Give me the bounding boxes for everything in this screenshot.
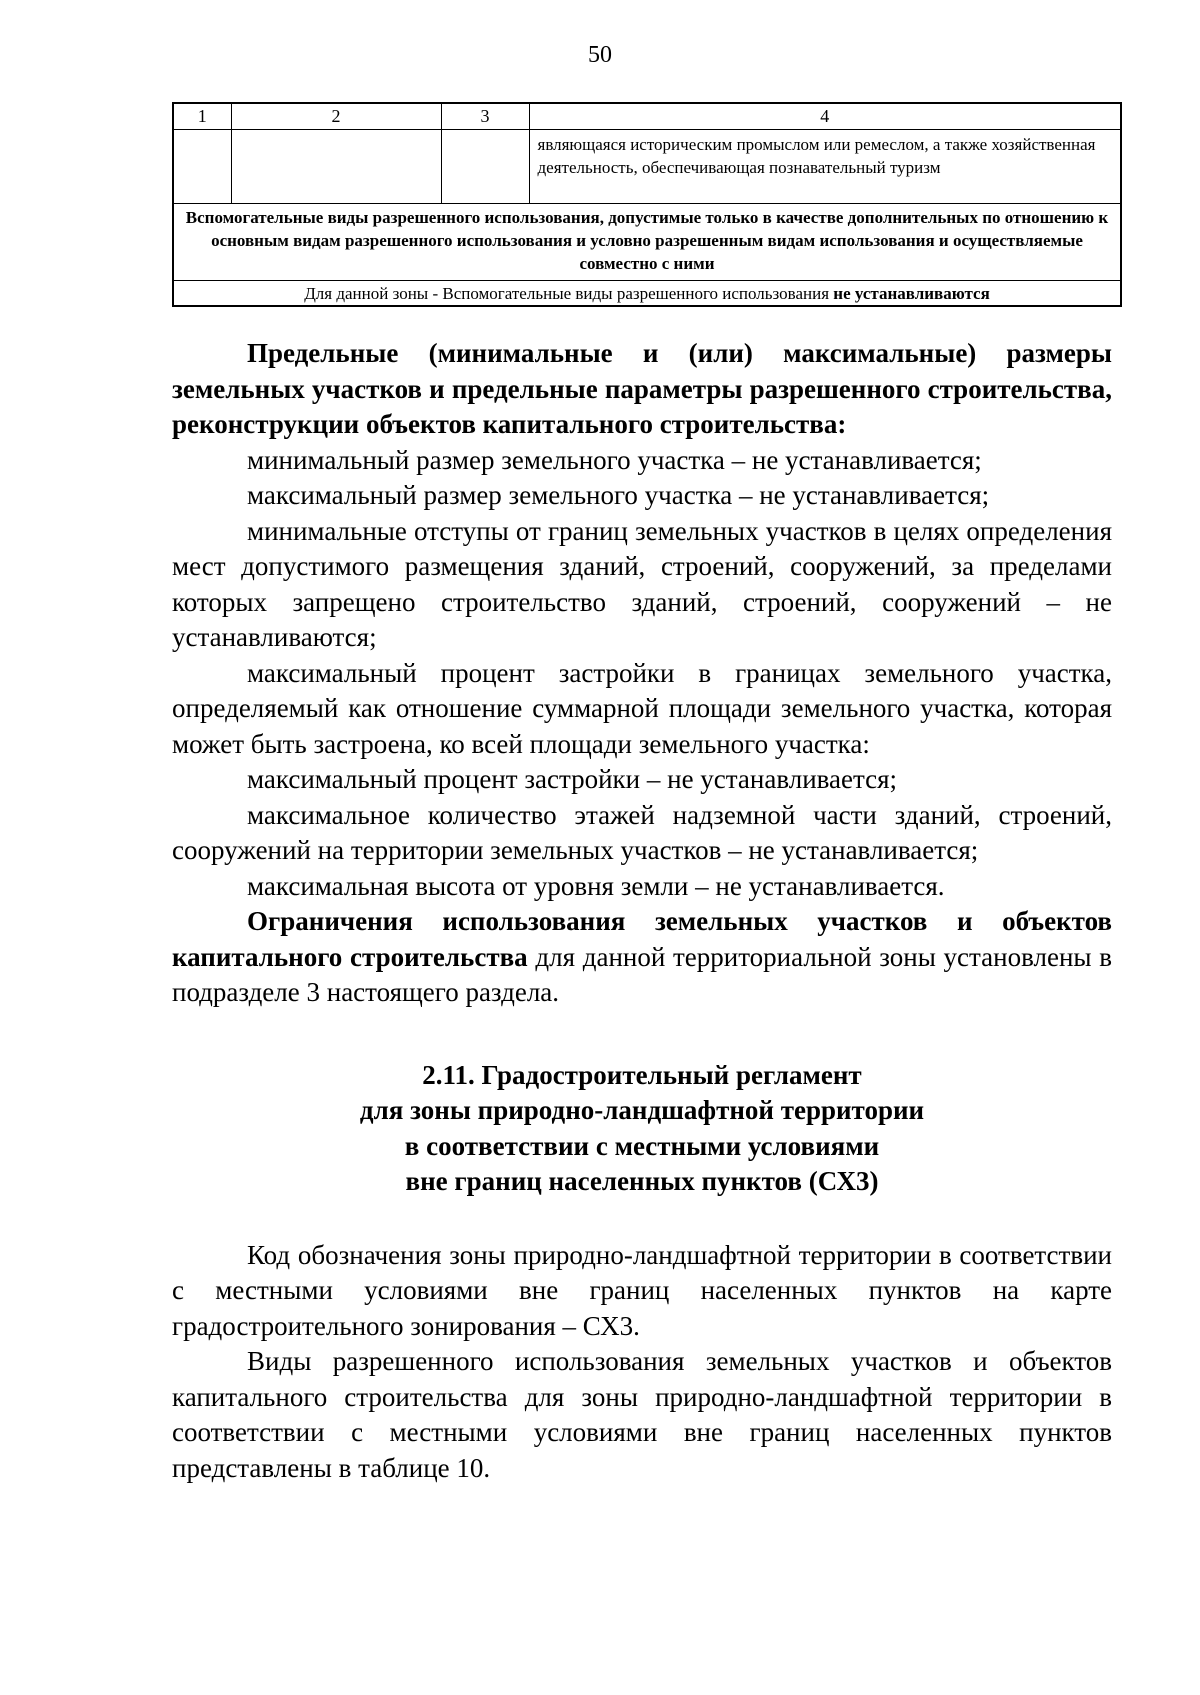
limit-item: максимальный размер земельного участка – не устанавливается; bbox=[247, 480, 990, 510]
limit-item: максимальный процент застройки – не устанавливается; bbox=[247, 764, 898, 794]
table-header-row bbox=[173, 103, 1121, 130]
auxiliary-none-prefix: Для данной зоны - Вспомогательные виды разрешенного использования bbox=[304, 284, 830, 303]
table-cell bbox=[231, 130, 441, 204]
table-cell bbox=[173, 130, 231, 204]
permitted-uses-paragraph: Виды разрешенного использования земельных участков и объектов капитального строительства для зоны природно-ландшафтной территории в соответствии с местными условиями вне границ населенных пунктов представлены в таблице 10. bbox=[172, 1346, 1112, 1483]
restrictions-text: для данной территориальной зоны установлены в подразделе 3 настоящего раздела. bbox=[172, 941, 1112, 1007]
auxiliary-none-bold: не устанавливаются bbox=[833, 284, 990, 303]
table-row-auxiliary-none bbox=[173, 281, 1121, 307]
restrictions-paragraph bbox=[172, 904, 1112, 1011]
zone-code-paragraph: Код обозначения зоны природно-ландшафтной территории в соответствии с местными условиями вне границ населенных пунктов на карте градостроительного зонирования – СХ3. bbox=[172, 1239, 1112, 1341]
table-cell-description: являющаяся историческим промыслом или ремеслом, а также хозяйственная деятельность, обеспечивающая познавательный туризм bbox=[529, 130, 1121, 204]
restrictions-bold: Ограничения использования земельных участков и объектов капитального строительства bbox=[172, 906, 1112, 972]
regulation-table bbox=[172, 102, 1122, 307]
section-title-line: вне границ населенных пунктов (СХ3) bbox=[405, 1166, 879, 1196]
auxiliary-uses-none bbox=[173, 281, 1121, 307]
section-title-line: в соответствии с местными условиями bbox=[404, 1130, 880, 1161]
section-title-line: 2.11. Градостроительный регламент bbox=[422, 1059, 862, 1090]
table-row bbox=[173, 130, 1121, 204]
limit-item: максимальное количество этажей надземной части зданий, строений, сооружений на территории земельных участков – не устанавливается; bbox=[172, 799, 1112, 865]
page-number: 50 bbox=[588, 42, 612, 68]
table-header-cell: 1 bbox=[173, 103, 231, 130]
limit-item: максимальный процент застройки в границах земельного участка, определяемый как отношение суммарной площади земельного участка, которая может быть застроена, ко всей площади земельного участка: bbox=[172, 657, 1112, 759]
table-header-cell: 3 bbox=[441, 103, 529, 130]
auxiliary-uses-heading: Вспомогательные виды разрешенного использования, допустимые только в качестве дополнительных по отношению к основным видам разрешенного использования и условно разрешенным видам использования и осуществляемые совместно с ними bbox=[173, 204, 1121, 281]
limit-item: минимальные отступы от границ земельных участков в целях определения мест допустимого размещения зданий, строений, сооружений, за пределами которых запрещено строительство зданий, строений, сооружений – не устанавливаются; bbox=[172, 515, 1112, 652]
table-header-cell: 2 bbox=[231, 103, 441, 130]
limit-item: минимальный размер земельного участка – не устанавливается; bbox=[247, 444, 982, 475]
table-row-auxiliary-heading bbox=[173, 204, 1121, 281]
section-title-line: для зоны природно-ландшафтной территории bbox=[359, 1095, 925, 1125]
table-header-cell: 4 bbox=[529, 103, 1121, 130]
limits-heading: Предельные (минимальные и (или) максимальные) размеры земельных участков и предельные параметры разрешенного строительства, реконструкции объектов капитального строительства: bbox=[172, 338, 1112, 439]
limit-item: максимальная высота от уровня земли – не устанавливается. bbox=[247, 870, 945, 901]
table-cell bbox=[441, 130, 529, 204]
document-body bbox=[172, 336, 1112, 1486]
section-title bbox=[172, 1058, 1112, 1200]
